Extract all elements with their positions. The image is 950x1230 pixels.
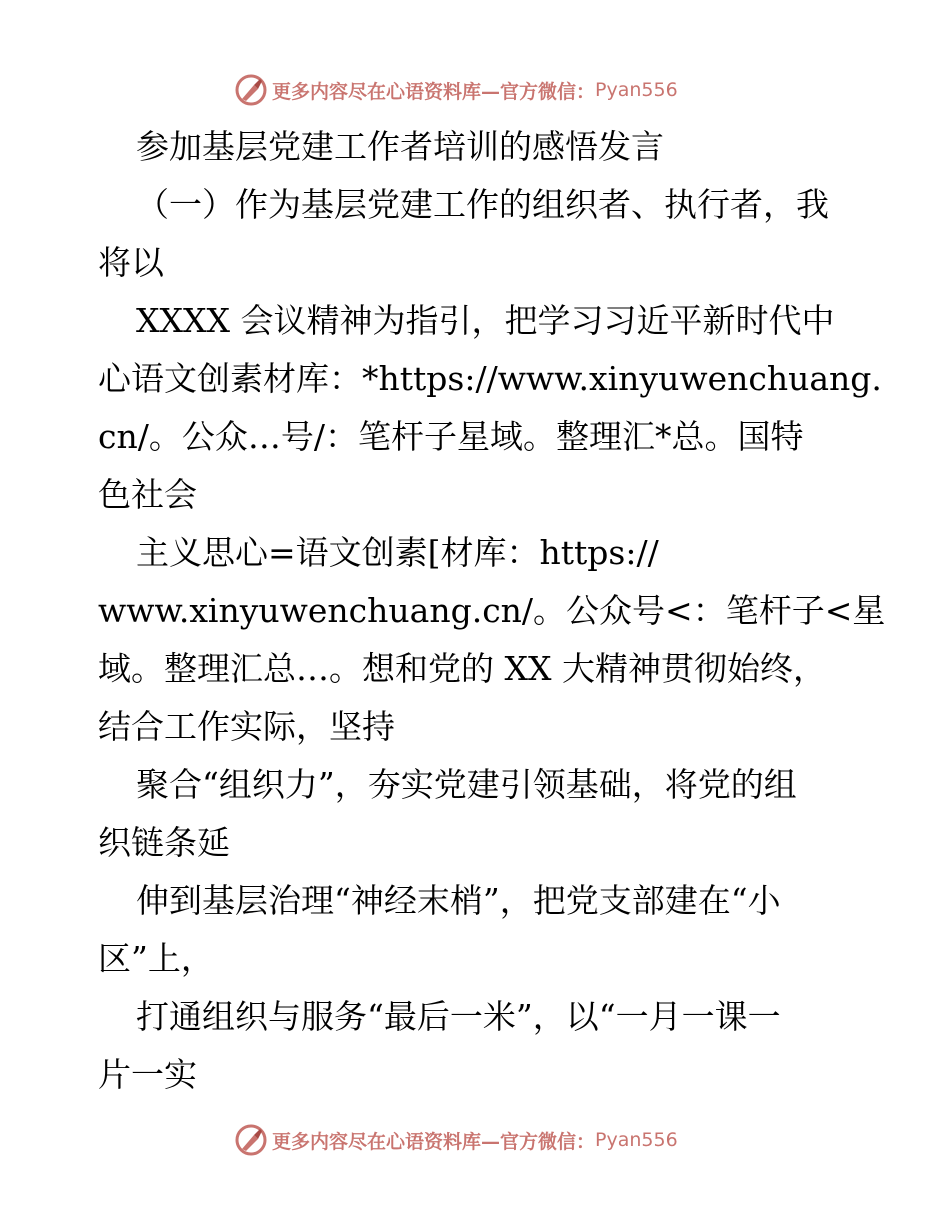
paragraph-line: 主义思心=语文创素[材库：https:// bbox=[136, 533, 659, 572]
paragraph-line: 织链条延 bbox=[98, 823, 230, 862]
pen-logo-icon bbox=[234, 73, 268, 107]
watermark-header bbox=[234, 70, 714, 110]
document-title: 参加基层党建工作者培训的感悟发言 bbox=[136, 127, 664, 166]
watermark-footer bbox=[234, 1120, 714, 1160]
paragraph-line: XXXX 会议精神为指引，把学习习近平新时代中 bbox=[136, 301, 835, 340]
paragraph-line: 区”上， bbox=[98, 939, 214, 978]
paragraph-line: 色社会 bbox=[98, 475, 197, 514]
watermark-wechat-id: Pyan556 bbox=[595, 79, 678, 101]
paragraph-line: 伸到基层治理“神经末梢”，把党支部建在“小 bbox=[136, 881, 781, 920]
watermark-text: 更多内容尽在心语资料库—官方微信： bbox=[272, 80, 596, 103]
watermark-text: 更多内容尽在心语资料库—官方微信： bbox=[272, 1130, 596, 1153]
paragraph-line: 将以 bbox=[98, 243, 164, 282]
paragraph-line: www.xinyuwenchuang.cn/。公众号<：笔杆子<星 bbox=[98, 591, 886, 630]
paragraph-line: 心语文创素材库：*https://www.xinyuwenchuang. bbox=[98, 359, 882, 398]
document-body bbox=[98, 118, 886, 1104]
paragraph-line: 片一实 bbox=[98, 1055, 197, 1094]
paragraph-line: （一）作为基层党建工作的组织者、执行者，我 bbox=[136, 185, 829, 224]
paragraph-line: 打通组织与服务“最后一米”，以“一月一课一 bbox=[136, 997, 781, 1036]
paragraph-line: 结合工作实际，坚持 bbox=[98, 707, 395, 746]
paragraph-line: cn/。公众…号/：笔杆子星域。整理汇*总。国特 bbox=[98, 417, 804, 456]
watermark-wechat-id: Pyan556 bbox=[595, 1129, 678, 1151]
pen-logo-icon bbox=[234, 1123, 268, 1157]
paragraph-line: 聚合“组织力”，夯实党建引领基础，将党的组 bbox=[136, 765, 797, 804]
paragraph-line: 域。整理汇总…。想和党的 XX 大精神贯彻始终， bbox=[98, 649, 826, 688]
